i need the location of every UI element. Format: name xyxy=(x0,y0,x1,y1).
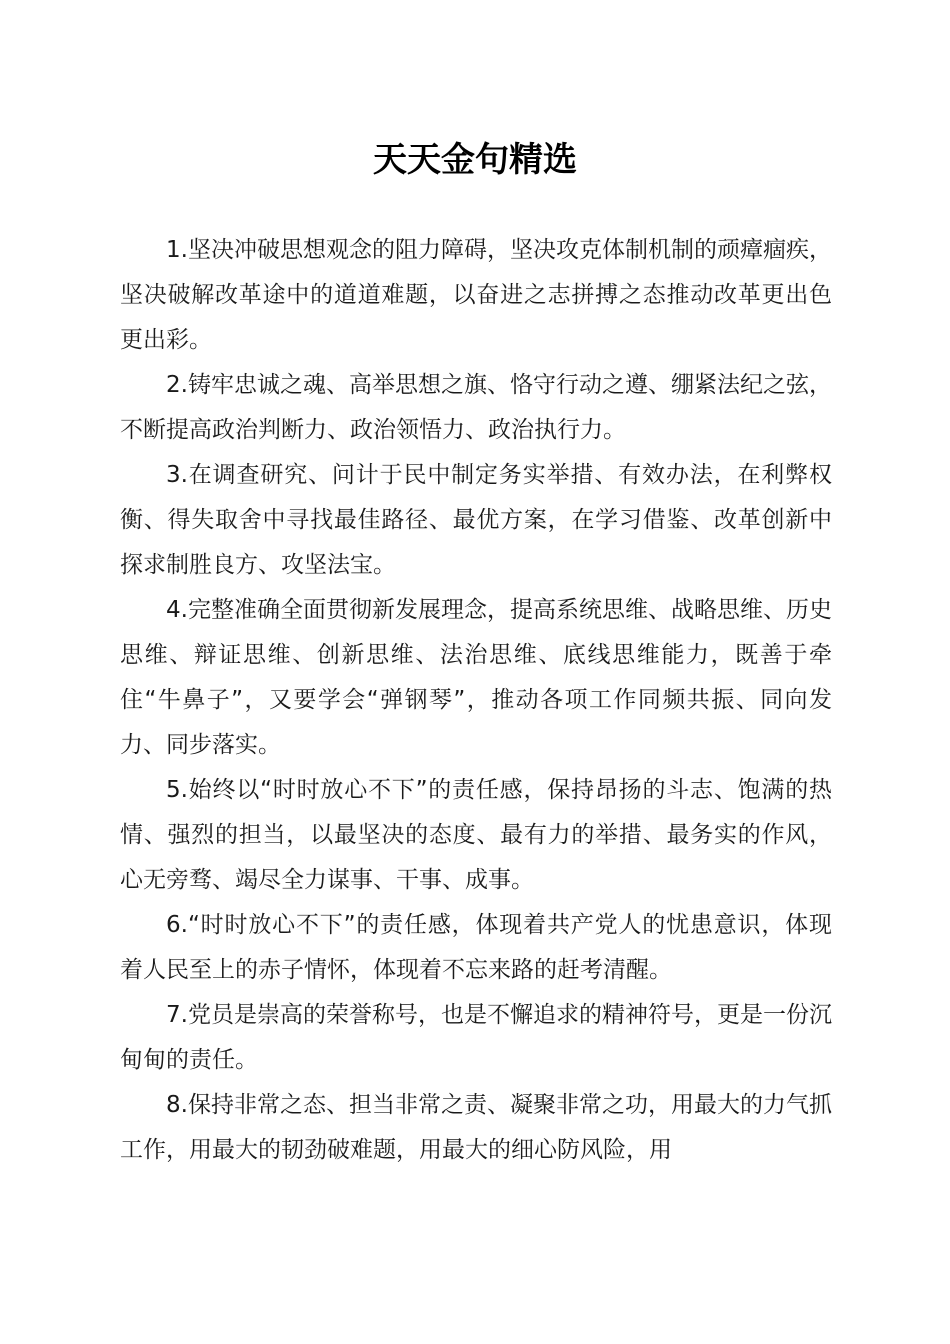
paragraph-5: 5.始终以“时时放心不下”的责任感，保持昂扬的斗志、饱满的热情、强烈的担当，以最坚决的态度、最有力的举措、最务实的作风，心无旁骛、竭尽全力谋事、干事、成事。 xyxy=(120,777,832,893)
paragraph-6: 6.“时时放心不下”的责任感，体现着共产党人的忧患意识，体现着人民至上的赤子情怀，体现着不忘来路的赶考清醒。 xyxy=(120,912,832,983)
paragraph-1: 1.坚决冲破思想观念的阻力障碍，坚决攻克体制机制的顽瘴痼疾，坚决破解改革途中的道道难题，以奋进之志拼搏之态推动改革更出色更出彩。 xyxy=(120,237,832,353)
paragraph-7: 7.党员是崇高的荣誉称号，也是不懈追求的精神符号，更是一份沉甸甸的责任。 xyxy=(120,1002,832,1073)
document-body xyxy=(120,228,832,1173)
page-title: 天天金句精选 xyxy=(373,140,577,180)
paragraph-8: 8.保持非常之态、担当非常之责、凝聚非常之功，用最大的力气抓工作，用最大的韧劲破难题，用最大的细心防风险，用 xyxy=(120,1092,832,1163)
paragraph-3: 3.在调查研究、问计于民中制定务实举措、有效办法，在利弊权衡、得失取舍中寻找最佳路径、最优方案，在学习借鉴、改革创新中探求制胜良方、攻坚法宝。 xyxy=(120,462,832,578)
paragraph-2: 2.铸牢忠诚之魂、高举思想之旗、恪守行动之遵、绷紧法纪之弦，不断提高政治判断力、政治领悟力、政治执行力。 xyxy=(120,372,832,443)
paragraph-4: 4.完整准确全面贯彻新发展理念，提高系统思维、战略思维、历史思维、辩证思维、创新思维、法治思维、底线思维能力，既善于牵住“牛鼻子”，又要学会“弹钢琴”，推动各项工作同频共振、同向发力、同步落实。 xyxy=(120,597,832,758)
